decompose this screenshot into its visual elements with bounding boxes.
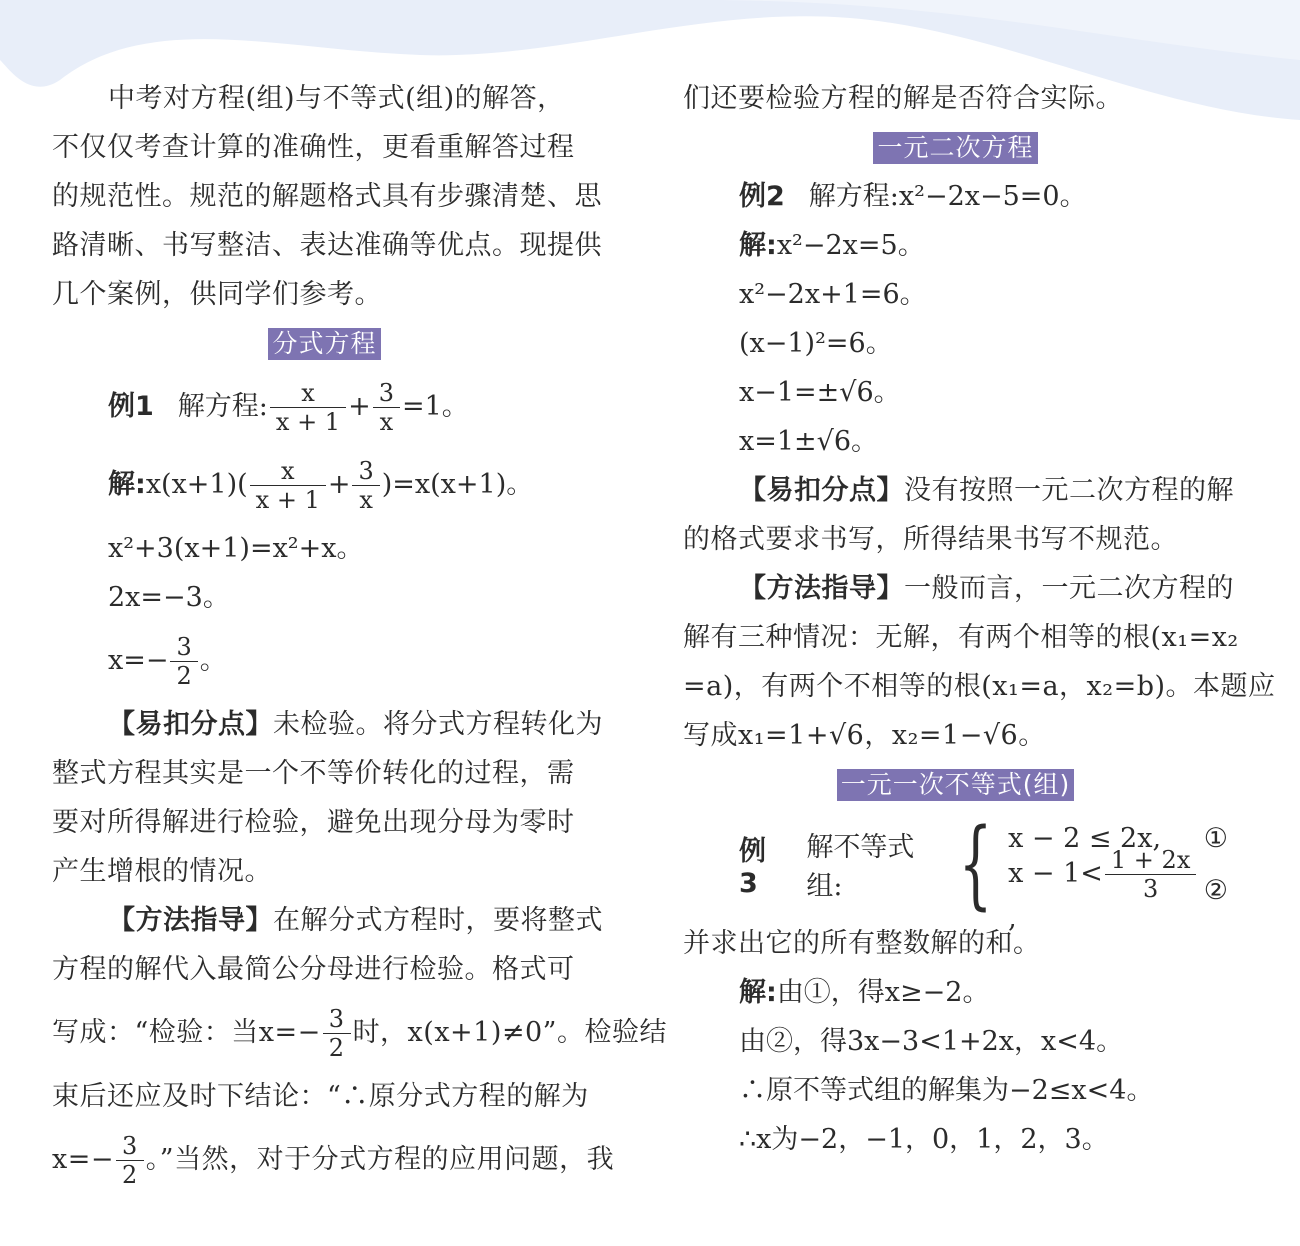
method-line: 解有三种情况：无解，有两个相等的根(x₁=x₂	[683, 622, 1239, 653]
solution-step: x−1=±√6。	[739, 377, 901, 408]
deduct-line: 的格式要求书写，所得结果书写不规范。	[683, 524, 1178, 555]
continued-line: 们还要检验方程的解是否符合实际。	[683, 83, 1123, 114]
method-guide: 【方法指导】一般而言，一元二次方程的	[739, 573, 1234, 604]
example-3-prompt: 解不等式组:	[806, 832, 915, 902]
intro-line: 几个案例，供同学们参考。	[52, 279, 382, 310]
left-column	[52, 74, 667, 1199]
intro-line: 的规范性。规范的解题格式具有步骤清楚、思	[52, 181, 602, 212]
fraction: $\frac{3}{x}$	[373, 379, 400, 436]
method-label: 【方法指导】	[108, 905, 273, 936]
example-3	[683, 808, 1228, 934]
solution-label: 解:	[739, 977, 777, 1008]
fraction: $\frac{1 + 2x}{3}$	[1105, 846, 1196, 903]
deduct-point: 【易扣分点】未检验。将分式方程转化为	[108, 709, 603, 740]
heading-fractional-equation: 分式方程	[268, 328, 380, 360]
fraction: $\frac{3}{x}$	[352, 457, 379, 514]
example-3-label: 例3	[739, 836, 766, 899]
intro-line: 不仅仅考查计算的准确性，更看重解答过程	[52, 132, 575, 163]
method-label: 【方法指导】	[739, 573, 904, 604]
method-line: 写成：“检验：当x=− $\frac{3}{2}$ 时，x(x+1)≠0”。检验结	[52, 1005, 667, 1062]
method-line: =a)，有两个不相等的根(x₁=a，x₂=b)。本题应	[683, 671, 1276, 702]
deduct-label: 【易扣分点】	[739, 475, 904, 506]
method-guide: 【方法指导】在解分式方程时，要将整式	[108, 905, 603, 936]
deduct-line: 产生增根的情况。	[52, 856, 272, 887]
solution-label: 解:	[108, 469, 146, 500]
inequality-row: x − 1< $\frac{1 + 2x}{3}$ , ②	[1008, 846, 1228, 934]
heading-quadratic-equation: 一元二次方程	[873, 132, 1037, 164]
intro-line: 中考对方程(组)与不等式(组)的解答，	[108, 83, 565, 114]
brace-icon: {	[958, 808, 993, 920]
inequality-row: x − 2 ≤ 2x, ①	[1008, 822, 1228, 854]
solution-step: 由②，得3x−3<1+2x，x<4。	[739, 1026, 1124, 1057]
solution-step: x=1±√6。	[739, 426, 879, 457]
right-column	[683, 74, 1276, 1164]
solution-2: 解:x²−2x=5。	[739, 230, 925, 261]
example-2-label: 例2	[739, 181, 785, 212]
sqrt-six: √6	[839, 377, 874, 408]
method-line: x=− $\frac{3}{2}$ 。”当然，对于分式方程的应用问题，我	[52, 1132, 615, 1189]
solution-step: ∴原不等式组的解集为−2≤x<4。	[739, 1075, 1154, 1106]
fraction: $\frac{x}{x + 1}$	[270, 379, 346, 436]
method-line: 写成x₁=1+√6，x₂=1−√6。	[683, 720, 1046, 751]
method-line: 束后还应及时下结论：“∴原分式方程的解为	[52, 1081, 589, 1112]
sqrt-six: √6	[816, 426, 852, 457]
solution-step: ∴x为−2，−1，0，1，2，3。	[739, 1124, 1109, 1155]
solution-step: x²+3(x+1)=x²+x。	[108, 533, 364, 564]
circled-number: ①	[1203, 822, 1228, 854]
inequality-system	[1008, 812, 1228, 934]
fraction: $\frac{3}{2}$	[170, 633, 197, 690]
section-heading	[683, 123, 1228, 172]
example-1: 例1 解方程: $\frac{x}{x + 1}$ + $\frac{3}{x}$ =1。	[108, 379, 469, 436]
example-1-prompt: 解方程:	[177, 391, 268, 422]
deduct-label: 【易扣分点】	[108, 709, 273, 740]
example-2: 例2 解方程:x²−2x−5=0。	[739, 181, 1087, 212]
deduct-line: 整式方程其实是一个不等价转化的过程，需	[52, 758, 575, 789]
solution-1: 解:x(x+1)( $\frac{x}{x + 1}$ + $\frac{3}{x}$ )=x(x+1)。	[108, 457, 534, 514]
deduct-line: 要对所得解进行检验，避免出现分母为零时	[52, 807, 575, 838]
circled-number: ②	[1203, 874, 1228, 906]
solution-step: x²−2x+1=6。	[739, 279, 927, 310]
method-line: 方程的解代入最简公分母进行检验。格式可	[52, 954, 575, 985]
task-line: 并求出它的所有整数解的和。	[683, 928, 1041, 959]
deduct-point: 【易扣分点】没有按照一元二次方程的解	[739, 475, 1234, 506]
solution-final: x=− $\frac{3}{2}$ 。	[108, 633, 227, 690]
fraction: $\frac{3}{2}$	[323, 1005, 351, 1062]
example-1-label: 例1	[108, 391, 154, 422]
heading-linear-inequality: 一元一次不等式(组)	[837, 769, 1075, 801]
solution-step: 2x=−3。	[108, 582, 230, 613]
fraction: $\frac{x}{x + 1}$	[250, 457, 326, 514]
section-heading	[683, 760, 1228, 809]
solution-label: 解:	[739, 230, 777, 261]
intro-line: 路清晰、书写整洁、表达准确等优点。现提供	[52, 230, 602, 261]
section-heading	[52, 319, 597, 368]
solution-3: 解:由①，得x≥−2。	[739, 977, 990, 1008]
fraction: $\frac{3}{2}$	[116, 1132, 144, 1189]
solution-step: (x−1)²=6。	[739, 328, 893, 359]
